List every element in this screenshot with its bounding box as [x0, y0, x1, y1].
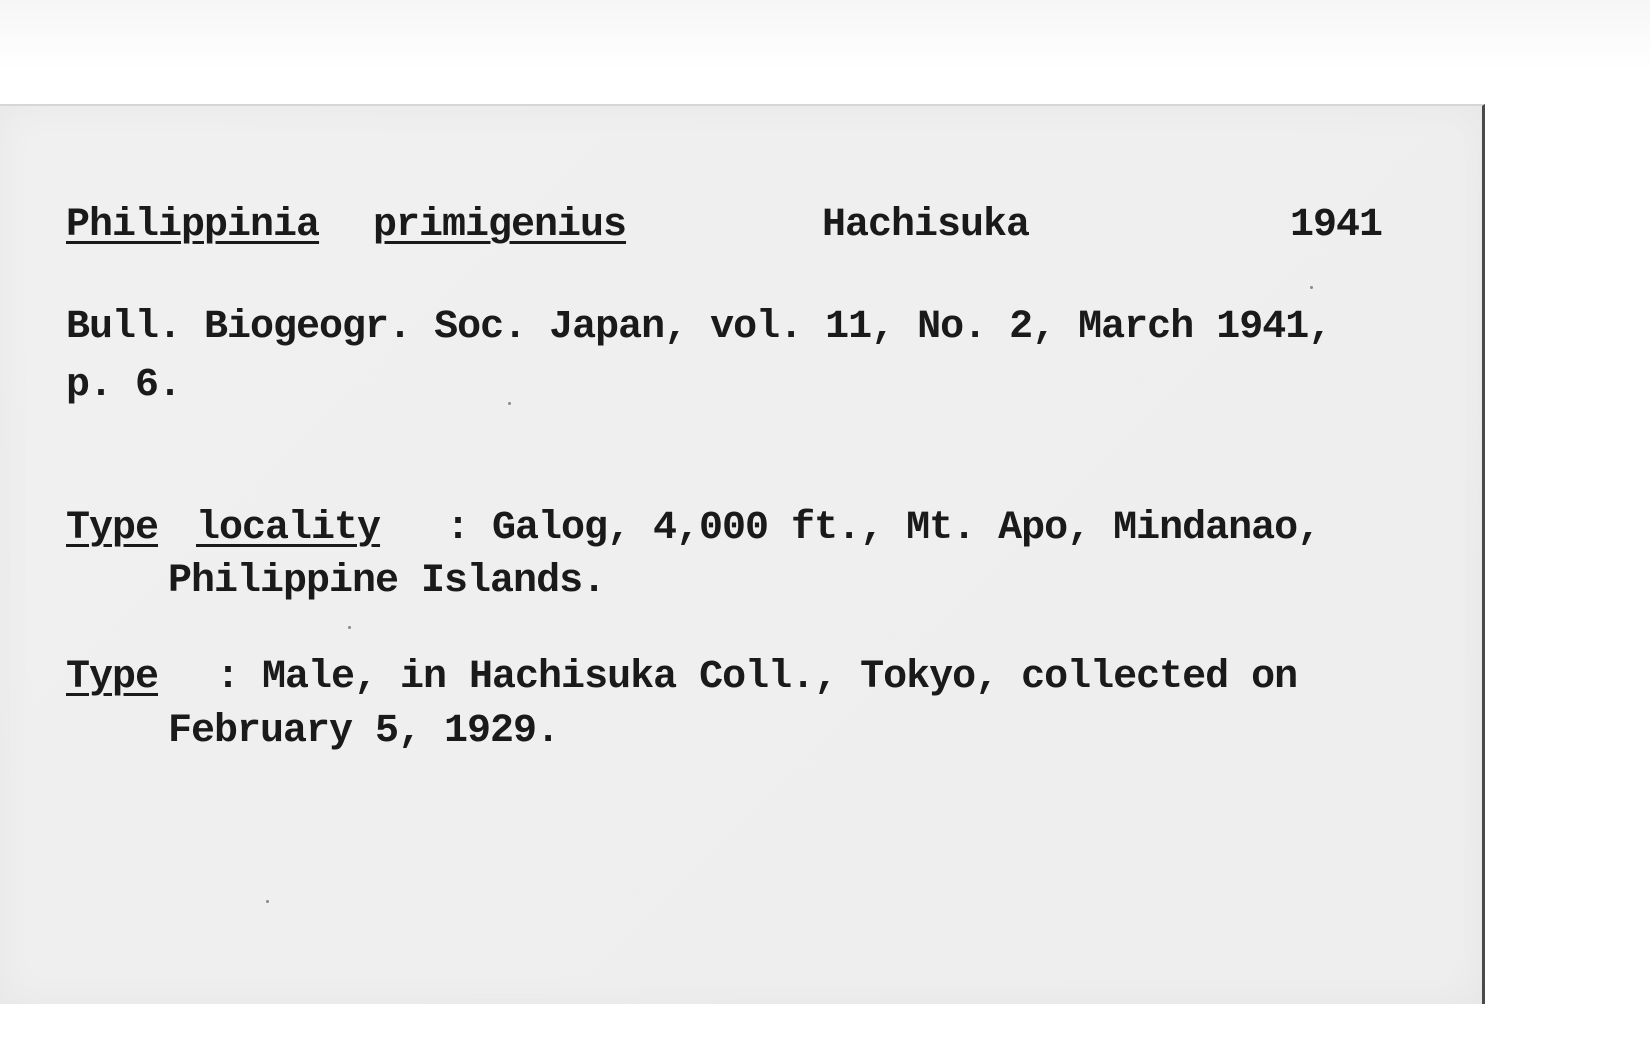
scan-edge-shadow — [0, 0, 1650, 70]
type-locality-continuation: Philippine Islands. — [168, 559, 606, 604]
publication-year: 1941 — [1290, 203, 1383, 248]
type-label: Type — [66, 655, 159, 700]
paper-speck — [1310, 286, 1313, 289]
type-continuation: February 5, 1929. — [168, 709, 560, 754]
paper-speck — [348, 626, 351, 629]
genus-name: Philippinia — [66, 203, 320, 248]
type-value: : Male, in Hachisuka Coll., Tokyo, collected on — [216, 655, 1298, 700]
paper-speck — [508, 402, 511, 405]
type-locality-value: : Galog, 4,000 ft., Mt. Apo, Mindanao, — [446, 506, 1321, 551]
author-name: Hachisuka — [822, 203, 1030, 248]
citation-line-1: Bull. Biogeogr. Soc. Japan, vol. 11, No. 2, March 1941, — [66, 305, 1332, 350]
citation-line-2: p. 6. — [66, 363, 182, 408]
type-locality-label-type: Type — [66, 506, 159, 551]
paper-speck — [266, 900, 269, 903]
type-locality-label-locality: locality — [196, 506, 381, 551]
species-name: primigenius — [373, 203, 627, 248]
